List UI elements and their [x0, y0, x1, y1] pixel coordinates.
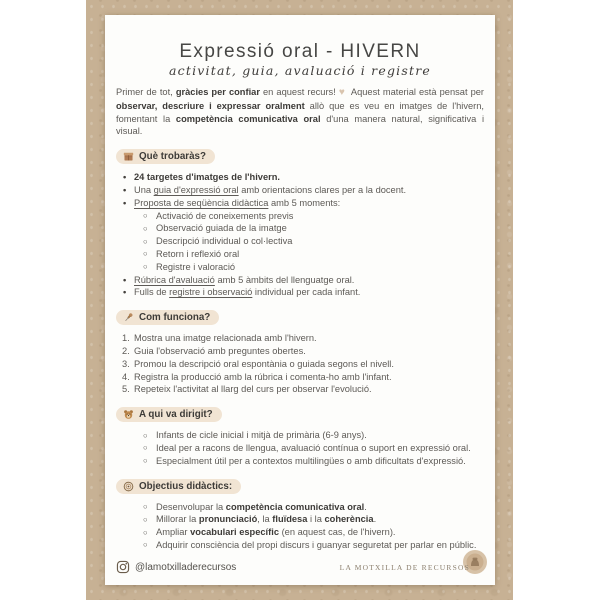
list-item	[116, 429, 484, 442]
text-segment: Registra la producció amb la rúbrica i comenta-ho amb l'infant.	[134, 371, 392, 382]
text-segment: pronunciació	[198, 514, 258, 525]
pushpin-icon	[123, 312, 134, 323]
page-subtitle: activitat, guia, avaluació i registre	[169, 63, 431, 78]
sub-list-item: ○ Registre i valoració	[134, 261, 484, 274]
text-segment: Especialment útil per a contextos multilingües o amb dificultats d'expressió.	[156, 455, 466, 466]
list-item	[116, 539, 484, 552]
text-segment: (en aquest cas, de l'hivern).	[279, 527, 396, 538]
section-list	[116, 332, 484, 396]
list-number: 3.	[122, 358, 130, 369]
box-icon	[123, 151, 134, 162]
sections-container	[116, 149, 484, 552]
text-segment: competència comunicativa oral	[175, 113, 321, 124]
text-segment: registre i observació	[169, 287, 253, 298]
text-segment: amb 5 àmbits del llenguatge oral.	[214, 274, 355, 285]
text-segment: amb 5 moments:	[268, 197, 341, 208]
list-item	[116, 501, 484, 514]
instagram-icon[interactable]	[116, 560, 130, 574]
text-segment: Rúbrica d'avaluació	[134, 274, 215, 285]
section-header-pill	[116, 310, 219, 325]
section-list	[116, 501, 484, 552]
text-segment: Infants de cicle inicial i mitjà de primària (6-9 anys).	[156, 430, 367, 441]
document-card	[105, 15, 495, 585]
text-segment: guia d'expressió oral	[153, 184, 239, 195]
text-segment: Mostra una imatge relacionada amb l'hivern.	[134, 333, 317, 344]
text-segment: individual per cada infant.	[252, 287, 361, 298]
brand	[340, 552, 488, 583]
section-title: Com funciona?	[139, 312, 211, 324]
section-que-trobaras	[116, 149, 484, 299]
text-segment: Guia l'observació amb preguntes obertes.	[134, 345, 306, 356]
footer	[116, 556, 488, 578]
text-segment: Primer de tot,	[116, 87, 176, 97]
text-segment: Desenvolupar la	[156, 501, 226, 512]
instagram-link[interactable]	[116, 560, 236, 574]
list-number: 1.	[122, 333, 130, 344]
text-segment: observar, descriure i expressar oralment	[116, 100, 305, 111]
sub-list-item: ○ Descripció individual o col·lectiva	[134, 235, 484, 248]
section-list	[116, 171, 484, 299]
text-segment: amb orientacions clares per a la docent.	[238, 184, 407, 195]
list-item	[116, 332, 484, 345]
sub-list-item: ○ Retorn i reflexió oral	[134, 248, 484, 261]
section-title: Objectius didàctics:	[139, 480, 233, 492]
section-list	[116, 429, 484, 467]
section-header-pill	[116, 149, 215, 164]
section-objectius-didactics	[116, 479, 484, 552]
target-icon	[123, 481, 134, 492]
list-number: 2.	[122, 345, 130, 356]
list-item	[116, 184, 484, 197]
list-item	[116, 171, 484, 184]
text-segment: .	[373, 514, 377, 525]
list-number: 5.	[122, 384, 130, 395]
text-segment: Repeteix l'activitat al llarg del curs per observar l'evolució.	[134, 384, 372, 395]
text-segment: en aquest recurs!	[259, 87, 339, 97]
teddy-bear-icon	[123, 409, 134, 420]
list-item	[116, 513, 484, 526]
text-segment: i la	[307, 514, 325, 525]
sub-list-item: ○ Activació de coneixements previs	[134, 210, 484, 223]
page-title: Expressió oral - HIVERN	[179, 41, 421, 62]
text-segment: Promou la descripció oral espontània o guiada segons el nivell.	[134, 358, 394, 369]
sub-list	[134, 210, 484, 274]
list-item	[116, 358, 484, 371]
text-segment: Ampliar	[156, 527, 191, 538]
section-a-qui-va-dirigit	[116, 407, 484, 467]
list-number: 4.	[122, 371, 130, 382]
text-segment: Ideal per a racons de llengua, avaluació contínua o suport en expressió oral.	[156, 442, 471, 453]
sub-list-item: ○ Observació guiada de la imatge	[134, 222, 484, 235]
text-segment: Fulls de	[134, 287, 170, 298]
list-item	[116, 371, 484, 384]
list-item	[116, 455, 484, 468]
list-item	[116, 197, 484, 274]
list-item	[116, 274, 484, 287]
text-segment: gràcies per confiar	[175, 87, 260, 97]
text-segment: .	[364, 501, 367, 512]
text-segment: Aquest material està pensat per	[345, 87, 485, 97]
text-segment: Proposta de seqüència didàctica	[134, 197, 269, 208]
section-com-funciona	[116, 310, 484, 396]
list-item	[116, 383, 484, 396]
text-segment: competència comunicativa oral	[225, 501, 365, 512]
list-item	[116, 526, 484, 539]
text-segment: d'una manera natural, significativa i visual.	[116, 113, 485, 137]
heart-icon: ♥	[338, 87, 346, 98]
text-segment: Millorar la	[156, 514, 199, 525]
text-segment: Adquirir consciència del propi discurs i guanyar seguretat per parlar en públic.	[156, 539, 477, 550]
intro-paragraph	[116, 86, 484, 138]
list-item	[116, 345, 484, 358]
text-segment: vocabulari específic	[190, 527, 279, 538]
text-segment: allò que es veu en imatges de l'hivern, fomentant la	[116, 100, 484, 124]
section-title: A qui va dirigit?	[139, 409, 213, 421]
text-segment: , la	[257, 514, 273, 525]
text-segment: Una	[134, 184, 154, 195]
text-segment: fluïdesa	[272, 514, 308, 525]
list-item	[116, 286, 484, 299]
instagram-handle[interactable]: @lamotxilladerecursos	[135, 561, 237, 573]
text-segment: 24 targetes d'imatges de l'hivern.	[134, 172, 280, 183]
text-segment: coherència	[324, 514, 374, 525]
section-header-pill	[116, 479, 241, 494]
brand-name: LA MOTXILLA DE RECURSOS	[339, 562, 470, 572]
section-title: Què trobaràs?	[139, 151, 206, 163]
section-header-pill	[116, 407, 222, 422]
list-item	[116, 442, 484, 455]
